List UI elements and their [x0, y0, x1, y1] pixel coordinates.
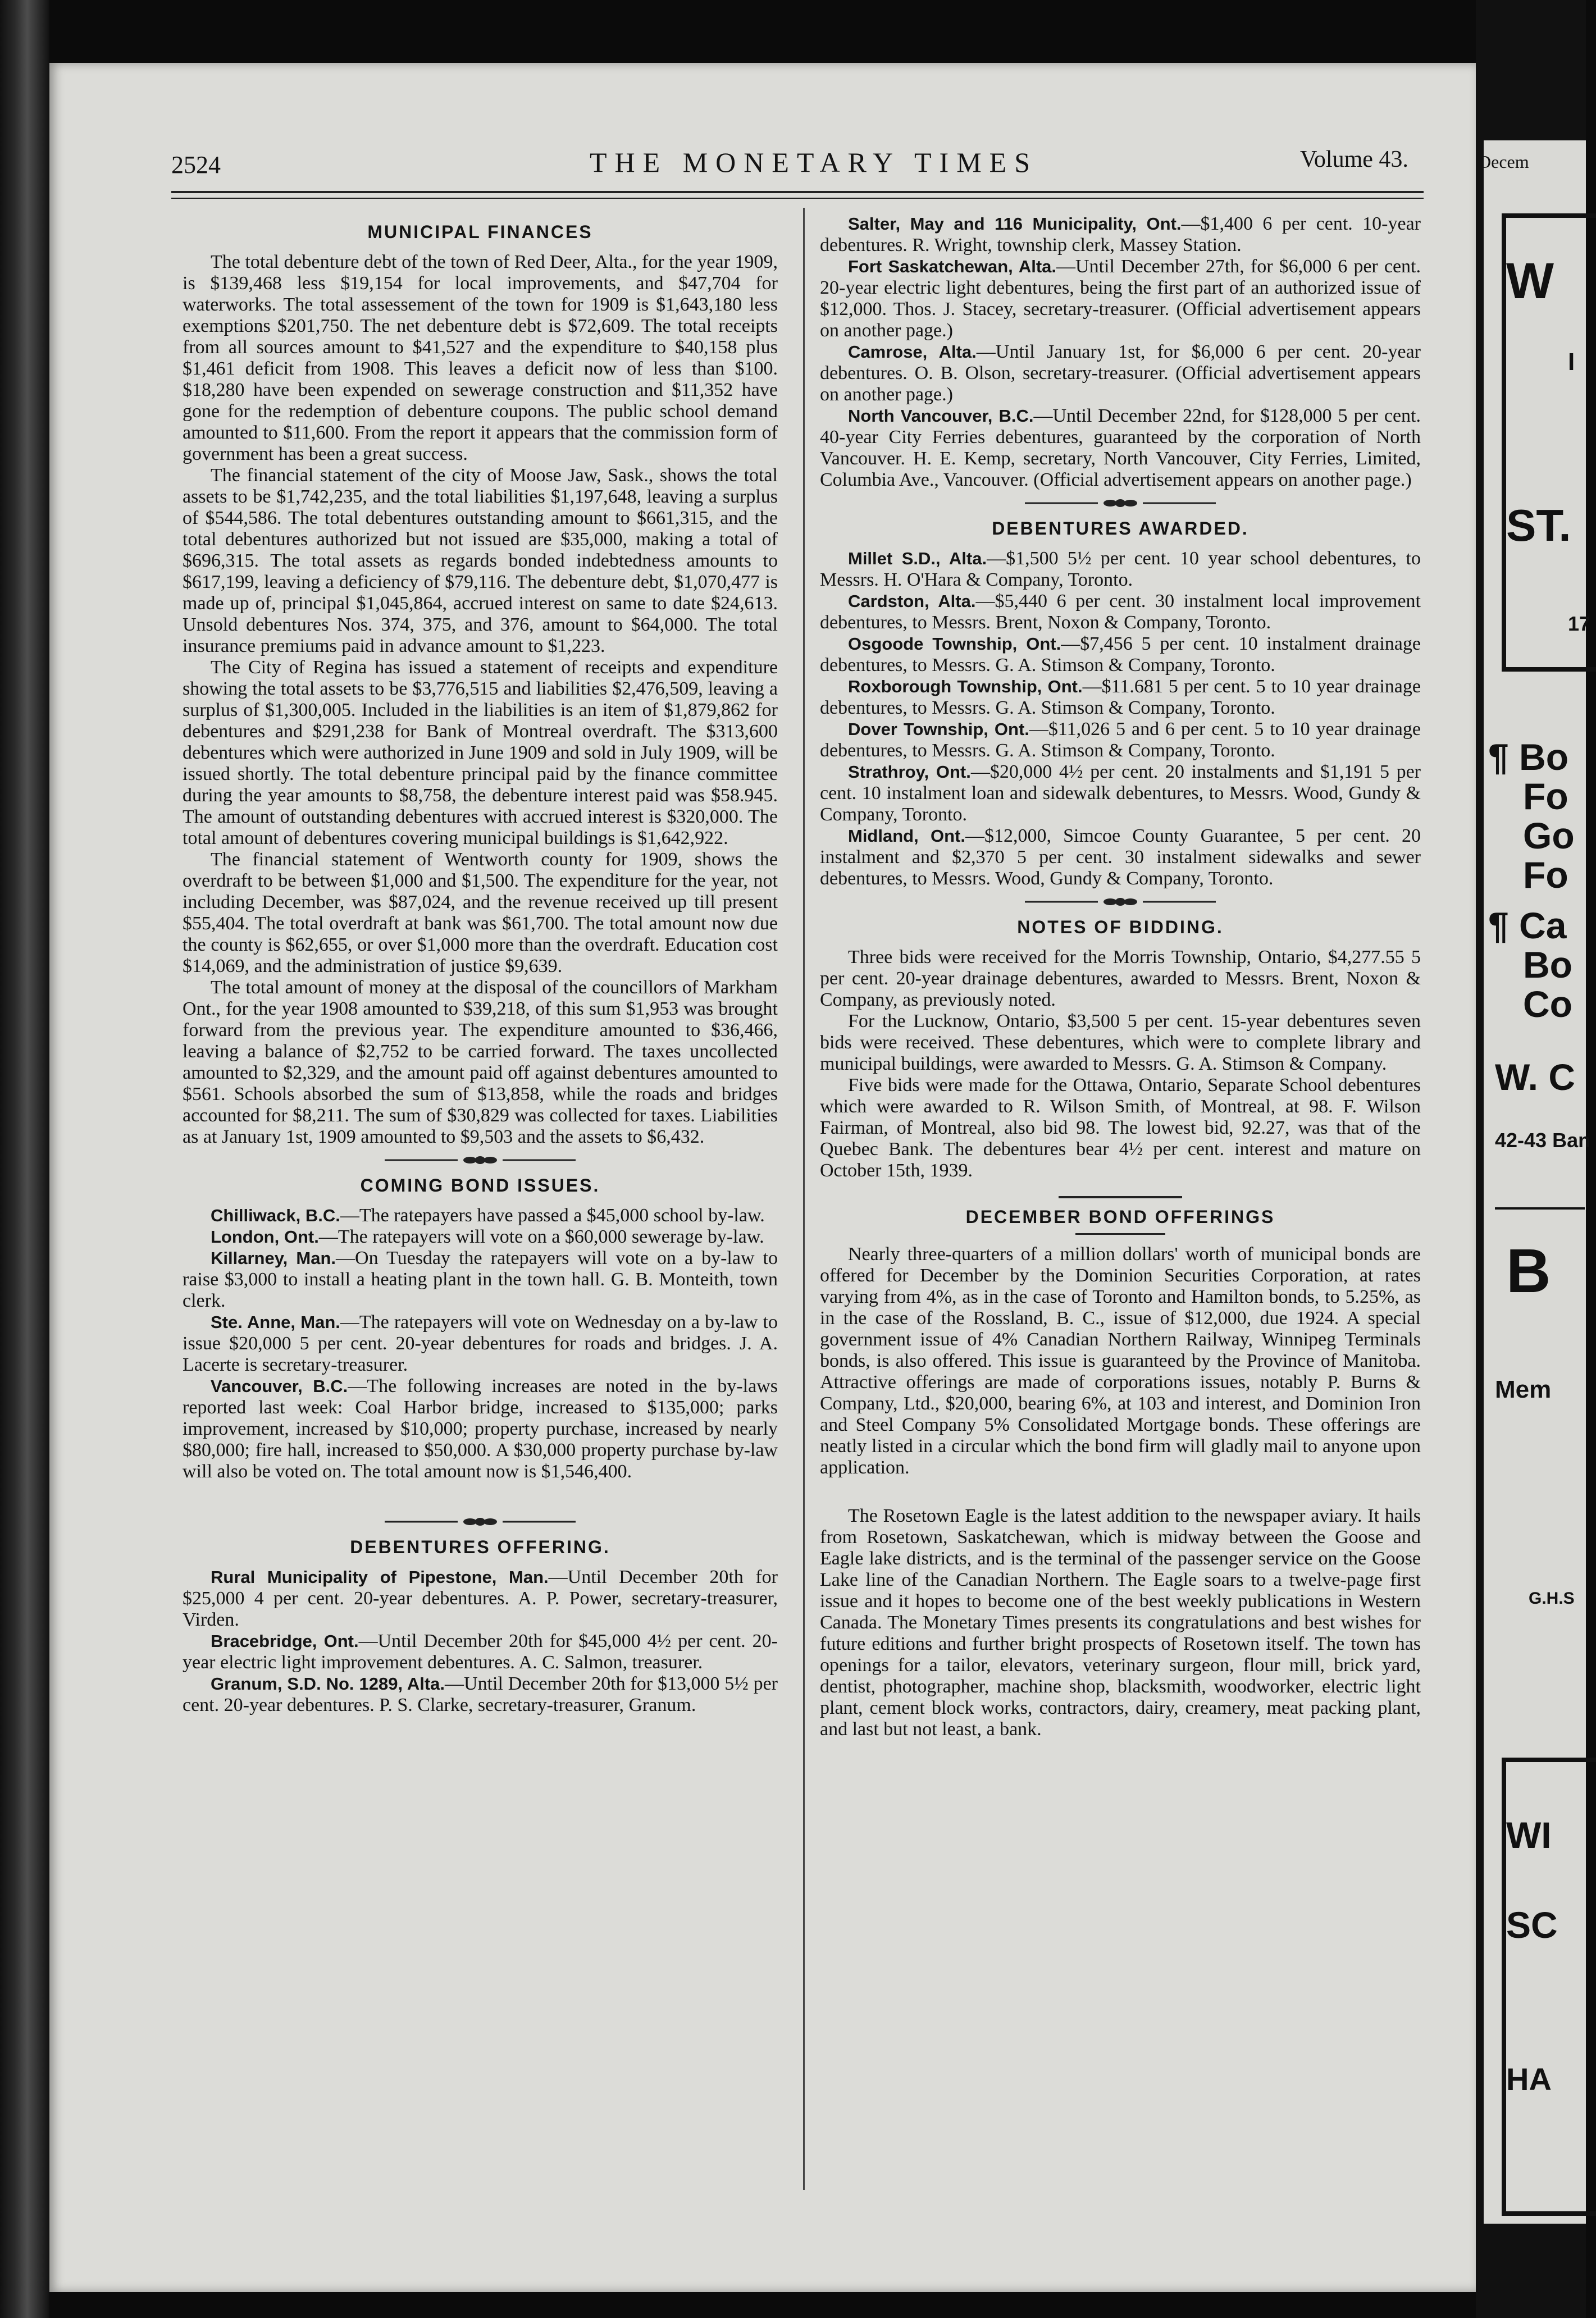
list-item [820, 591, 1421, 633]
volume-label: Volume 43. [1300, 147, 1408, 172]
article-paragraph: The City of Regina has issued a statement of receipts and expenditure showing the total assets to be $3,776,515 and liabilities $2,476,509, leaving a surplus of $1,300,005. Included in the liabilities is an item of $1,879,862 for debentures and $291,238 for Bank of Montreal overdraft. The $313,600 debentures which were authorized in June 1909 and sold in July 1909, will be issued shortly. The total debenture principal paid by the finance committee during the year amounts to $8,758, the debenture interest paid was $58.945. The amount of outstanding debentures with accrued interest is $320,000. The total amount of debentures covering municipal buildings is $1,642,922. [183, 657, 778, 848]
entry-lead: Chilliwack, B.C. [211, 1206, 340, 1225]
entry-lead: Fort Saskatchewan, Alta. [848, 257, 1057, 276]
list-item [820, 256, 1421, 341]
entry-lead: Strathroy, Ont. [848, 762, 971, 782]
entry-text: —Until December 20th for $45,000 4½ per cent. 20-year electric light improvement debentures. A. C. Salmon, treasurer. [183, 1631, 778, 1673]
entry-text: —The ratepayers have passed a $45,000 school by-law. [340, 1205, 765, 1226]
list-item [183, 1673, 778, 1716]
article-paragraph: Nearly three-quarters of a million dollars' worth of municipal bonds are offered for December by the Dominion Securities Corporation, at rates varying from 4%, as in the case of Toronto and Hamilton bonds, to 5.25%, as in the case of the Rossland, B. C., issue of $12,000, due 1924. A special government issue of 4% Canadian Northern Railway, Winnipeg Terminals bonds, is also offered. This issue is guaranteed by the Province of Manitoba. Attractive offerings are made of corporations issues, notably P. Burns & Company, Ltd., $20,000, bearing 6%, at 103 and interest, and Dominion Iron and Steel Company 5% Consolidated Mortgage bonds. These offerings are neatly listed in a circular which the bond firm will gladly mail to anyone upon application. [820, 1244, 1421, 1478]
article-paragraph: Five bids were made for the Ottawa, Ontario, Separate School debentures which were awarded to R. Wilson Smith, of Montreal, at 98. F. Wilson Fairman, of Montreal, also bid 98. The lowest bid, 92.27, was that of the Quebec Bank. The debentures bear 4½ per cent. interest and mature on October 15th, 1939. [820, 1075, 1421, 1181]
adjacent-date: Decem [1478, 152, 1529, 172]
ad-fragment: ¶ Ca [1488, 905, 1567, 946]
page-header [124, 140, 1426, 185]
entry-lead: Osgoode Township, Ont. [848, 634, 1061, 654]
section-rule [1059, 1196, 1182, 1198]
ad-fragment: Go [1523, 815, 1575, 856]
entry-text: —$1,500 5½ per cent. 10 year school debentures, to Messrs. H. O'Hara & Company, Toronto. [820, 548, 1421, 590]
ornament-divider-icon [379, 1153, 581, 1167]
entry-lead: Dover Township, Ont. [848, 719, 1029, 739]
entry-text: —$20,000 4½ per cent. 20 instalments and $1,191 5 per cent. 10 instalment loan and sidewalk debentures, to Messrs. Wood, Gundy & Company, Toronto. [820, 761, 1421, 825]
entry-lead: Killarney, Man. [211, 1248, 336, 1268]
ad-fragment: B [1506, 1236, 1551, 1306]
section-title: DECEMBER BOND OFFERINGS [965, 1207, 1275, 1227]
ad-fragment: Mem [1495, 1376, 1552, 1403]
ad-rule [1495, 1207, 1585, 1210]
article-paragraph: The financial statement of Wentworth county for 1909, shows the overdraft to be between $1,000 and $1,500. The expenditure for the year, not including December, was $87,024, and the revenue received up till present $55,404. The total overdraft at bank was $61,700. The total amount now due the county is $62,655, or over $1,000 more than the overdraft. Education cost $14,069, and the administration of justice $9,639. [183, 849, 778, 977]
page-number: 2524 [171, 151, 221, 179]
ad-fragment: 42-43 Ban [1495, 1129, 1591, 1152]
entry-lead: London, Ont. [211, 1227, 319, 1247]
ornament-divider-icon [1019, 496, 1221, 510]
ad-fragment: I [1568, 348, 1575, 376]
article-paragraph: The total debenture debt of the town of Red Deer, Alta., for the year 1909, is $139,468 less $19,154 for local improvements, and $47,704 for waterworks. The total assessement of the town for 1909 is $1,643,180 less exemptions $201,750. The net debenture debt is $72,609. The total receipts from all sources amount to $41,527 and the expenditure to $40,158 plus $1,461 deficit from 1908. This leaves a deficit now of less than $100. $18,280 have been expended on sewerage construction and $11,352 have gone for the redemption of debenture coupons. The public school demand amounted to $11,600. From the report it appears that the commission form of government has been a great success. [183, 252, 778, 464]
article-paragraph: Three bids were received for the Morris Township, Ontario, $4,277.55 5 per cent. 20-year drainage debentures, awarded to Messrs. Brent, Noxon & Company, as previously noted. [820, 947, 1421, 1010]
article-paragraph: For the Lucknow, Ontario, $3,500 5 per cent. 15-year debentures seven bids were received. These debentures, which were to complete library and municipal buildings, were awarded to Messrs. G. A. Stimson & Company. [820, 1011, 1421, 1074]
entry-text: —The following increases are noted in the by-laws reported last week: Coal Harbor bridge, increased to $135,000; parks improvement, increased by $10,000; property purchase, increased by nearly $80,000; fire hall, increased to $50,000. A $30,000 property purchase by-law will also be voted on. The total amount now is $1,546,400. [183, 1376, 778, 1482]
header-rule [171, 198, 1424, 199]
entry-lead: Salter, May and 116 Municipality, Ont. [848, 214, 1182, 234]
right-column [820, 213, 1421, 1740]
entry-text: —Until December 20th for $25,000 4 per cent. 20-year debentures. A. P. Power, secretary-treasurer, Virden. [183, 1567, 778, 1630]
article-paragraph: The Rosetown Eagle is the latest addition to the newspaper aviary. It hails from Rosetown, Saskatchewan, which is midway between the Goose and Eagle lake districts, and is the terminal of the passenger service on the Goose Lake line of the Canadian Northern. The Eagle soars to a twelve-page first issue and it hopes to become one of the best weekly publications in Western Canada. The Monetary Times presents its congratulations and best wishes for future editions and further bright prospects of Rosetown itself. The town has openings for a tailor, elevators, veterinary surgeon, flour mill, brick yard, dentist, photographer, machine shop, blacksmith, woodworker, electric light plant, cement block works, contractors, dairy, creamery, meat packing plant, and last but not least, a bank. [820, 1505, 1421, 1740]
list-item [820, 761, 1421, 825]
ad-fragment: Fo [1523, 775, 1568, 817]
list-item [183, 1205, 778, 1226]
list-item [820, 719, 1421, 761]
list-item [183, 1312, 778, 1376]
list-item [183, 1226, 778, 1248]
ad-fragment: Fo [1523, 854, 1568, 896]
entry-text: —Until January 1st, for $6,000 6 per cent. 20-year debentures. O. B. Olson, secretary-treasurer. (Official advertisement appears on another page.) [820, 341, 1421, 405]
book-binding-edge [0, 0, 49, 2318]
list-item [820, 633, 1421, 676]
entry-lead: Granum, S.D. No. 1289, Alta. [211, 1674, 445, 1694]
ad-fragment: W [1506, 253, 1554, 309]
entry-text: —Until December 20th for $13,000 5½ per cent. 20-year debentures. P. S. Clarke, secretary-treasurer, Granum. [183, 1673, 778, 1715]
entry-text: —$7,456 5 per cent. 10 instalment drainage debentures, to Messrs. G. A. Stimson & Company, Toronto. [820, 633, 1421, 676]
entry-text: —The ratepayers will vote on a $60,000 sewerage by-law. [318, 1226, 764, 1247]
section-title: COMING BOND ISSUES. [360, 1175, 600, 1195]
entry-lead: Rural Municipality of Pipestone, Man. [211, 1567, 549, 1587]
ornament-divider-icon [1019, 895, 1221, 909]
adjacent-page-fragment [1478, 140, 1591, 2224]
list-item [820, 825, 1421, 889]
ad-fragment: G.H.S [1529, 1589, 1575, 1608]
article-paragraph: The total amount of money at the disposal of the councillors of Markham Ont., for the year 1908 amounted to $39,218, of this sum $1,953 was brought forward from the previous year. The expenditure amounted to $36,466, leaving a balance of $2,752 to be carried forward. The taxes uncollected amounted to $2,329, and the amount paid off against debentures amounted to $561. Schools absorbed the sum of $13,858, while the roads and bridges accounted for $8,211. The sum of $30,829 was collected for taxes. Liabilities as at January 1st, 1909 amounted to $9,503 and the assets to $6,432. [183, 977, 778, 1147]
header-rule [171, 191, 1424, 193]
list-item [820, 341, 1421, 405]
ad-fragment: WI [1506, 1814, 1552, 1856]
entry-text: —Until December 27th, for $6,000 6 per cent. 20-year electric light debentures, being the first part of an authorized issue of $12,000. Thos. J. Stacey, secretary-treasurer. (Official advertisement appears on another page.) [820, 256, 1421, 341]
list-item [820, 548, 1421, 591]
entry-lead: Bracebridge, Ont. [211, 1631, 359, 1651]
list-item [820, 213, 1421, 256]
ad-fragment: Co [1523, 983, 1572, 1025]
list-item [820, 405, 1421, 491]
entry-text: —$12,000, Simcoe County Guarantee, 5 per cent. 20 instalment and $2,370 5 per cent. 30 instalment sidewalks and sewer debentures, to Messrs. Wood, Gundy & Company, Toronto. [820, 825, 1421, 889]
article-paragraph: The financial statement of the city of Moose Jaw, Sask., shows the total assets to be $1,742,235, and the total liabilities $1,197,648, leaving a surplus of $544,586. The total debentures outstanding amount to $661,315, and the total debentures authorized but not issued are $35,000, making a total of $696,315. The total assets as regards bonded indebtedness amounts to $617,199, leaving a deficiency of $79,116. The debenture debt, $1,070,477 is made up of, principal $1,045,864, accrued interest on same to date $24,613. Unsold debentures Nos. 374, 375, and 376, amount to $64,000. The total insurance premiums paid in advance amount to $1,223. [183, 465, 778, 656]
entry-lead: North Vancouver, B.C. [848, 406, 1034, 426]
list-item [183, 1248, 778, 1312]
masthead-title: THE MONETARY TIMES [590, 147, 1038, 178]
section-title: DEBENTURES OFFERING. [350, 1537, 610, 1557]
section-title: MUNICIPAL FINANCES [367, 222, 593, 242]
section-title: DEBENTURES AWARDED. [992, 518, 1249, 539]
list-item [183, 1376, 778, 1482]
ad-fragment: ST. [1506, 500, 1571, 550]
left-column [183, 213, 778, 1716]
ad-fragment: SC [1506, 1904, 1558, 1946]
entry-text: —On Tuesday the ratepayers will vote on a by-law to raise $3,000 to install a heating plant in the town hall. G. B. Monteith, town clerk. [183, 1248, 778, 1311]
entry-lead: Millet S.D., Alta. [848, 549, 987, 568]
entry-lead: Vancouver, B.C. [211, 1376, 348, 1396]
ad-fragment: W. C [1495, 1056, 1575, 1098]
column-divider [803, 208, 805, 2190]
list-item [183, 1567, 778, 1631]
entry-text: —Until December 22nd, for $128,000 5 per cent. 40-year City Ferries debentures, guaranteed by the corporation of North Vancouver. H. E. Kemp, secretary, North Vancouver, City Ferries, Limited, Columbia Ave., Vancouver. (Official advertisement appears on another page.) [820, 405, 1421, 490]
entry-lead: Camrose, Alta. [848, 342, 977, 362]
entry-text: —$1,400 6 per cent. 10-year debentures. R. Wright, township clerk, Massey Station. [820, 213, 1421, 255]
ad-fragment: 17 [1568, 612, 1591, 635]
entry-lead: Roxborough Township, Ont. [848, 677, 1083, 696]
list-item [820, 676, 1421, 719]
section-title: NOTES OF BIDDING. [1017, 917, 1224, 937]
section-rule [1075, 1233, 1165, 1235]
entry-text: —$5,440 6 per cent. 30 instalment local improvement debentures, to Messrs. Brent, Noxon & Company, Toronto. [820, 591, 1421, 633]
ad-fragment: HA [1506, 2061, 1552, 2097]
entry-lead: Midland, Ont. [848, 826, 965, 846]
ornament-divider-icon [379, 1515, 581, 1528]
entry-text: —$11,026 5 and 6 per cent. 5 to 10 year drainage debentures, to Messrs. G. A. Stimson & Company, Toronto. [820, 719, 1421, 761]
entry-text: —The ratepayers will vote on Wednesday on a by-law to issue $20,000 5 per cent. 20-year debentures for roads and bridges. J. A. Lacerte is secretary-treasurer. [183, 1312, 778, 1375]
entry-lead: Cardston, Alta. [848, 591, 976, 611]
ad-fragment: ¶ Bo [1488, 736, 1569, 778]
ad-fragment: Bo [1523, 944, 1572, 985]
list-item [183, 1631, 778, 1673]
entry-text: —$11.681 5 per cent. 5 to 10 year drainage debentures, to Messrs. G. A. Stimson & Company, Toronto. [820, 676, 1421, 718]
entry-lead: Ste. Anne, Man. [211, 1312, 340, 1332]
